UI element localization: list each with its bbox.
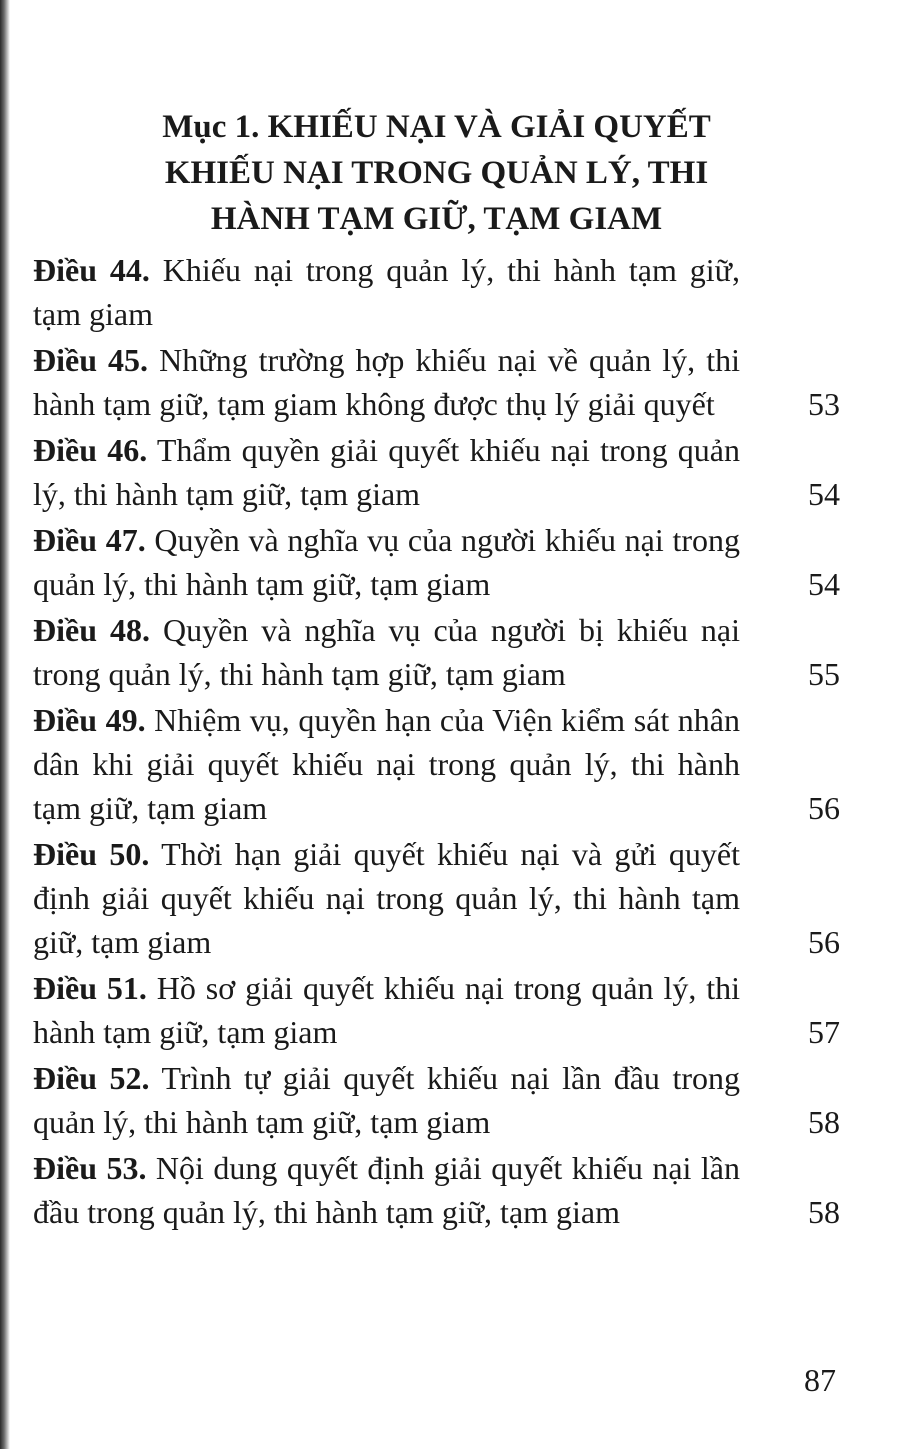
article-page-number: 58 [808,1104,840,1140]
page-number: 87 [804,1362,836,1398]
toc-entry [33,1056,840,1144]
article-label: Điều 49. [33,702,146,738]
book-spine-shadow [0,0,10,1449]
toc-page [33,104,840,1236]
article-title: Những trường hợp khiếu nại về quản lý, thi hành tạm giữ, tạm giam không được thụ lý giải quyết [33,342,741,422]
article-label: Điều 50. [33,836,150,872]
section-heading-line-2: KHIẾU NẠI TRONG QUẢN LÝ, THI [164,155,709,191]
article-label: Điều 52. [33,1060,150,1096]
article-page-number: 53 [808,386,840,422]
article-label: Điều 53. [33,1150,147,1186]
article-title: Thẩm quyền giải quyết khiếu nại trong quản lý, thi hành tạm giữ, tạm giam [33,432,741,512]
toc-entry [33,518,840,606]
toc-entry [33,248,840,336]
article-page-number: 58 [808,1194,840,1230]
article-title: Khiếu nại trong quản lý, thi hành tạm giữ, tạm giam [33,252,741,332]
article-page-number: 54 [808,566,840,602]
article-title: Hồ sơ giải quyết khiếu nại trong quản lý, thi hành tạm giữ, tạm giam [33,970,741,1050]
article-page-number: 56 [808,924,840,960]
article-page-number: 55 [808,656,840,692]
article-label: Điều 46. [33,432,148,468]
article-title: Nhiệm vụ, quyền hạn của Viện kiểm sát nhân dân khi giải quyết khiếu nại trong quản lý, thi hành tạm giữ, tạm giam [33,702,741,826]
article-title: Thời hạn giải quyết khiếu nại và gửi quyết định giải quyết khiếu nại trong quản lý, thi hành tạm giữ, tạm giam [33,836,741,960]
article-title: Trình tự giải quyết khiếu nại lần đầu trong quản lý, thi hành tạm giữ, tạm giam [33,1060,741,1140]
article-label: Điều 48. [33,612,150,648]
toc-entry [33,966,840,1054]
article-label: Điều 47. [33,522,146,558]
table-of-contents [33,248,840,1234]
article-page-number: 54 [808,476,840,512]
section-heading-line-1: Mục 1. KHIẾU NẠI VÀ GIẢI QUYẾT [162,109,711,145]
toc-entry [33,338,840,426]
section-heading-line-3: HÀNH TẠM GIỮ, TẠM GIAM [210,201,663,237]
article-label: Điều 51. [33,970,147,1006]
article-page-number: 57 [808,1014,840,1050]
article-page-number: 56 [808,790,840,826]
section-heading [33,104,840,242]
toc-entry [33,608,840,696]
article-label: Điều 44. [33,252,150,288]
article-label: Điều 45. [33,342,149,378]
toc-entry [33,1146,840,1234]
toc-entry [33,428,840,516]
article-title: Quyền và nghĩa vụ của người bị khiếu nại trong quản lý, thi hành tạm giữ, tạm giam [33,612,741,692]
toc-entry [33,832,840,964]
article-title: Quyền và nghĩa vụ của người khiếu nại trong quản lý, thi hành tạm giữ, tạm giam [33,522,741,602]
toc-entry [33,698,840,830]
article-title: Nội dung quyết định giải quyết khiếu nại lần đầu trong quản lý, thi hành tạm giữ, tạm giam [33,1150,741,1230]
